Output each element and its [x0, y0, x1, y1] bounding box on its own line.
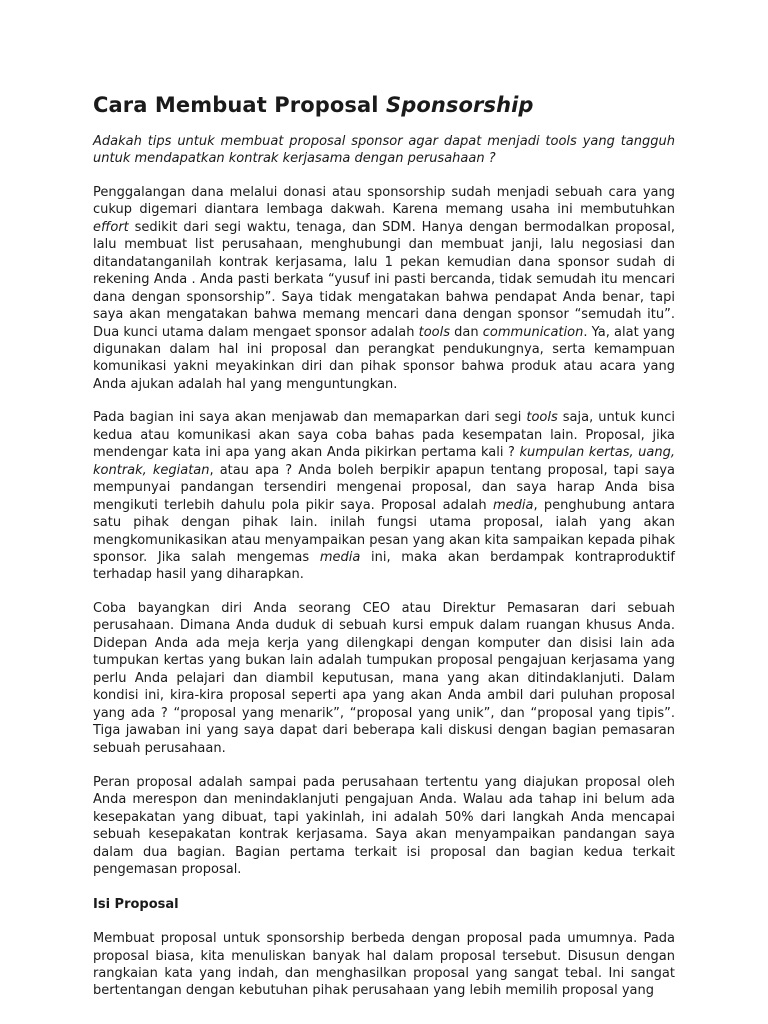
- paragraph-3: Coba bayangkan diri Anda seorang CEO atau Direktur Pemasaran dari sebuah perusahaan. Dimana Anda duduk di sebuah kursi empuk dalam ruangan khusus Anda. Didepan Anda ada meja kerja yang dilengkapi dengan komputer dan disisi lain ada tumpukan kertas yang bukan lain adalah tumpukan proposal pengajuan kerjasama yang perlu Anda pelajari dan diambil keputusan, mana yang akan ditindaklanjuti. Dalam kondisi ini, kira-kira proposal seperti apa yang akan Anda ambil dari puluhan proposal yang ada ? “proposal yang menarik”, “proposal yang unik”, dan “proposal yang tipis”. Tiga jawaban ini yang saya dapat dari beberapa kali diskusi dengan bagian pemasaran sebuah perusahaan.: [93, 600, 675, 756]
- page-title: Cara Membuat Proposal Sponsorship: [93, 93, 534, 117]
- page-title-italic: Sponsorship: [385, 93, 534, 117]
- paragraph-2: Pada bagian ini saya akan menjawab dan memaparkan dari segi tools saja, untuk kunci kedua atau komunikasi akan saya coba bahas pada kesempatan lain. Proposal, jika mendengar kata ini apa yang akan Anda pikirkan pertama kali ? kumpulan kertas, uang, kontrak, kegiatan, atau apa ? Anda boleh berpikir apapun tentang proposal, tapi saya mempunyai pandangan tersendiri mengenai proposal, dan saya harap Anda bisa mengikuti terlebih dahulu pola pikir saya. Proposal adalah media, penghubung antara satu pihak dengan pihak lain. inilah fungsi utama proposal, ialah yang akan mengkomunikasikan atau menyampaikan pesan yang akan kita sampaikan kepada pihak sponsor. Jika salah mengemas media ini, maka akan berdampak kontraproduktif terhadap hasil yang diharapkan.: [93, 410, 676, 583]
- paragraph-1: Penggalangan dana melalui donasi atau sponsorship sudah menjadi sebuah cara yang cukup digemari diantara lembaga dakwah. Karena memang usaha ini membutuhkan effort sedikit dari segi waktu, tenaga, dan SDM. Hanya dengan bermodalkan proposal, lalu membuat list perusahaan, menghubungi dan membuat janji, lalu negosiasi dan ditandatanganilah kontrak kerjasama, lalu 1 pekan kemudian dana sponsor sudah di rekening Anda . Anda pasti berkata “yusuf ini pasti bercanda, tidak semudah itu mencari dana dengan sponsorship”. Saya tidak mengatakan bahwa pendapat Anda benar, tapi saya akan mengatakan bahwa memang mencari dana dengan sponsor “semudah itu”. Dua kunci utama dalam mengaet sponsor adalah tools dan communication. Ya, alat yang digunakan dalam hal ini proposal dan perangkat pendukungnya, serta kemampuan komunikasi yakni meyakinkan diri dan pihak sponsor bahwa produk atau acara yang Anda ajukan adalah hal yang menguntungkan.: [93, 184, 675, 392]
- document-page: [93, 88, 675, 1000]
- intro-paragraph: Adakah tips untuk membuat proposal sponsor agar dapat menjadi tools yang tangguh untuk mendapatkan kontrak kerjasama dengan perusahaan ?: [93, 134, 675, 167]
- paragraph-4: Peran proposal adalah sampai pada perusahaan tertentu yang diajukan proposal oleh Anda merespon dan menindaklanjuti pengajuan Anda. Walau ada tahap ini belum ada kesepakatan yang dibuat, tapi yakinlah, ini adalah 50% dari langkah Anda mencapai sebuah kesepakatan kontrak kerjasama. Saya akan menyampaikan pandangan saya dalam dua bagian. Bagian pertama terkait isi proposal dan bagian kedua terkait pengemasan proposal.: [93, 774, 675, 878]
- paragraph-5: Membuat proposal untuk sponsorship berbeda dengan proposal pada umumnya. Pada proposal biasa, kita menuliskan banyak hal dalam proposal tersebut. Disusun dengan rangkaian kata yang indah, dan menghasilkan proposal yang sangat tebal. Ini sangat bertentangan dengan kebutuhan pihak perusahaan yang lebih memilih proposal yang: [93, 931, 675, 999]
- section-heading: Isi Proposal: [93, 896, 179, 912]
